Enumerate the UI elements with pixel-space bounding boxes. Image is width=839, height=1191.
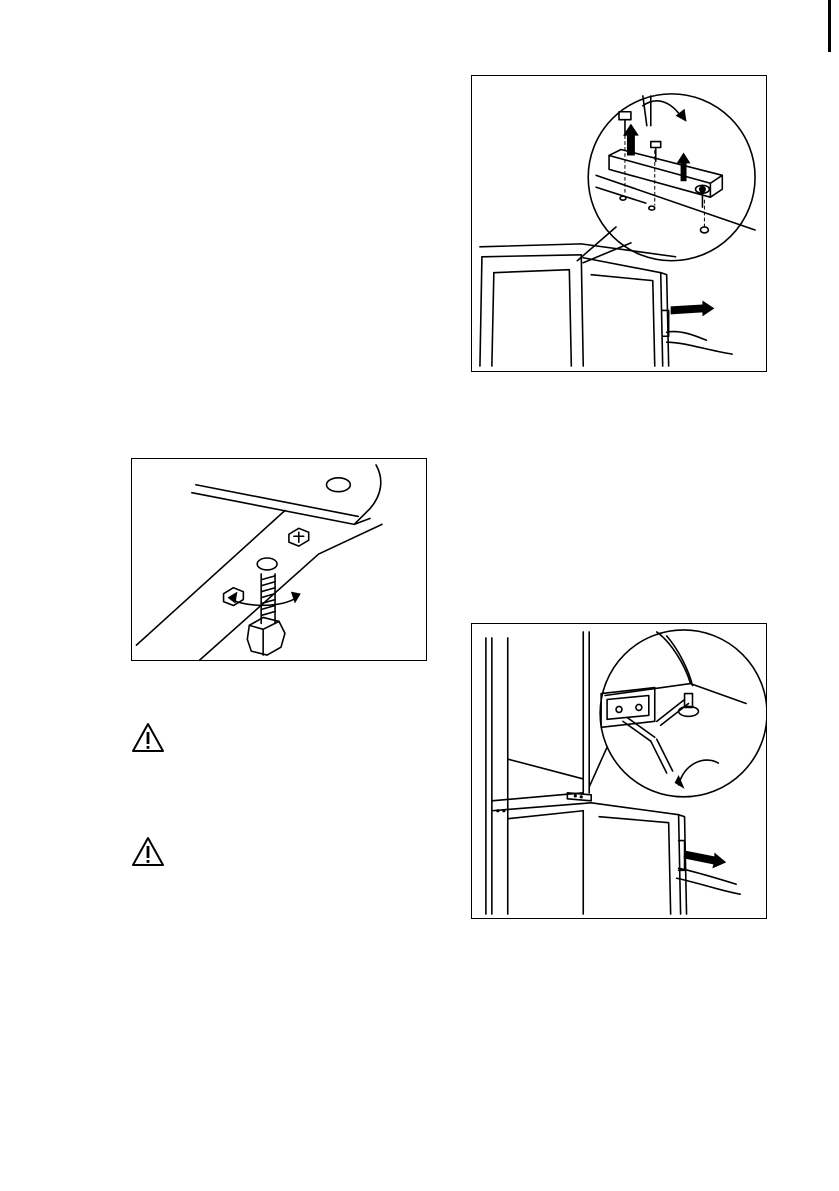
top-hinge-removal-illustration xyxy=(472,76,766,371)
leveling-bolt-illustration xyxy=(132,459,426,660)
middle-hinge-removal-illustration xyxy=(472,624,766,918)
warning-triangle-icon xyxy=(131,722,165,754)
warning-triangle-icon xyxy=(131,836,165,868)
top-hinge-removal-figure xyxy=(471,75,767,372)
middle-hinge-removal-figure xyxy=(471,623,767,919)
page-edge-marker xyxy=(828,0,831,52)
leveling-bolt-figure xyxy=(131,458,427,661)
